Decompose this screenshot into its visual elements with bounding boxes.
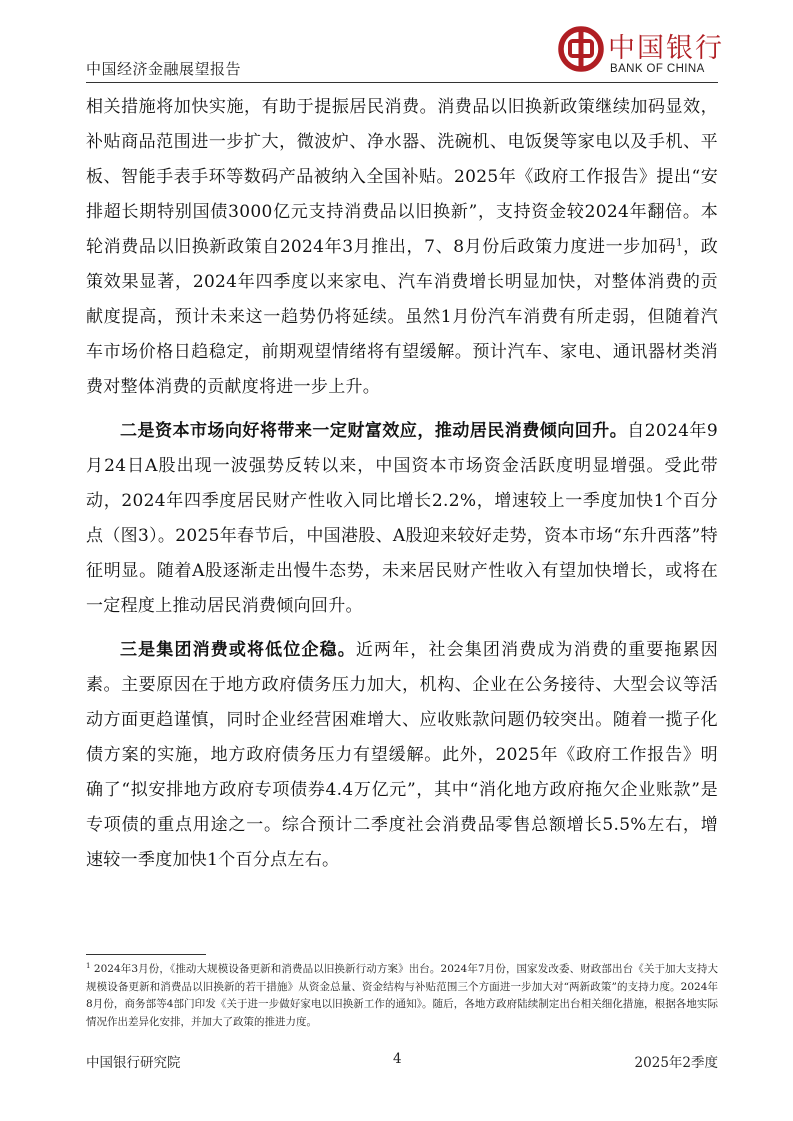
footnote-marker: 1 [86,962,91,970]
logo-english-name: BANK OF CHINA [610,63,705,75]
footnote [86,961,718,1031]
footer-institute: 中国银行研究院 [86,1055,181,1071]
paragraph-lead: 三是集团消费或将低位企稳。 [120,640,356,660]
bank-logo [558,22,724,78]
logo-chinese-name: 中国银行 [608,33,724,64]
footnote-divider [86,954,206,955]
paragraph-consumption-policy [86,90,718,405]
paragraph-group-consumption [86,633,718,878]
footnote-text: 2024年3月份，《推动大规模设备更新和消费品以旧换新行动方案》出台。2024年7月份，国家发改委、财政部出台《关于加大支持大规模设备更新和消费品以旧换新的若干措施》从资金总量、资金结构与补贴范围三个方面进一步加大对“两新政策”的支持力度。2024年8月份，商务部等4部门印发《关于进一步做好家电以旧换新工作的通知》。随后，各地方政府陆续制定出台相关细化措施，根据各地实际情况作出差异化安排，并加大了政策的推进力度。 [86,963,718,1028]
paragraph-text: 相关措施将加快实施，有助于提振居民消费。消费品以旧换新政策继续加码显效，补贴商品范围进一步扩大，微波炉、净水器、洗碗机、电饭煲等家电以及手机、平板、智能手表手环等数码产品被纳入全国补贴。2025年《政府工作报告》提出“安排超长期特别国债3000亿元支持消费品以旧换新”，支持资金较2024年翻倍。本轮消费品以旧换新政策自2024年3月推出，7、8月份后政策力度进一步加码 [86,97,718,257]
paragraph-lead: 二是资本市场向好将带来一定财富效应，推动居民消费倾向回升。 [120,421,628,441]
paragraph-text: 近两年，社会集团消费成为消费的重要拖累因素。主要原因在于地方政府债务压力加大，机构、企业在公务接待、大型会议等活动方面更趋谨慎，同时企业经营困难增大、应收账款问题仍较突出。随着一揽子化债方案的实施，地方政府债务压力有望缓解。此外，2025年《政府工作报告》明确了“拟安排地方政府专项债券4.4万亿元”，其中“消化地方政府拖欠企业账款”是专项债的重点用途之一。综合预计二季度社会消费品零售总额增长5.5%左右，增速较一季度加快1个百分点左右。 [86,640,718,870]
paragraph-capital-market [86,414,718,624]
footer-quarter: 2025年2季度 [634,1055,718,1071]
header-divider [86,82,718,83]
page-number: 4 [393,1051,402,1067]
report-title: 中国经济金融展望报告 [86,60,242,78]
report-body [86,90,718,878]
bank-of-china-logo-icon [558,26,604,72]
paragraph-text: ，政策效果显著，2024年四季度以来家电、汽车消费增长明显加快，对整体消费的贡献度提高，预计未来这一趋势仍将延续。虽然1月份汽车消费有所走弱，但随着汽车市场价格日趋稳定，前期观望情绪将有望缓解。预计汽车、家电、通讯器材类消费对整体消费的贡献度将进一步上升。 [86,237,718,397]
footnote-reference: 1 [676,237,683,249]
paragraph-text: 自2024年9月24日A股出现一波强势反转以来，中国资本市场资金活跃度明显增强。受此带动，2024年四季度居民财产性收入同比增长2.2%，增速较上一季度加快1个百分点（图3）。2025年春节后，中国港股、A股迎来较好走势，资本市场“东升西落”特征明显。随着A股逐渐走出慢牛态势，未来居民财产性收入有望加快增长，或将在一定程度上推动居民消费倾向回升。 [86,421,719,616]
